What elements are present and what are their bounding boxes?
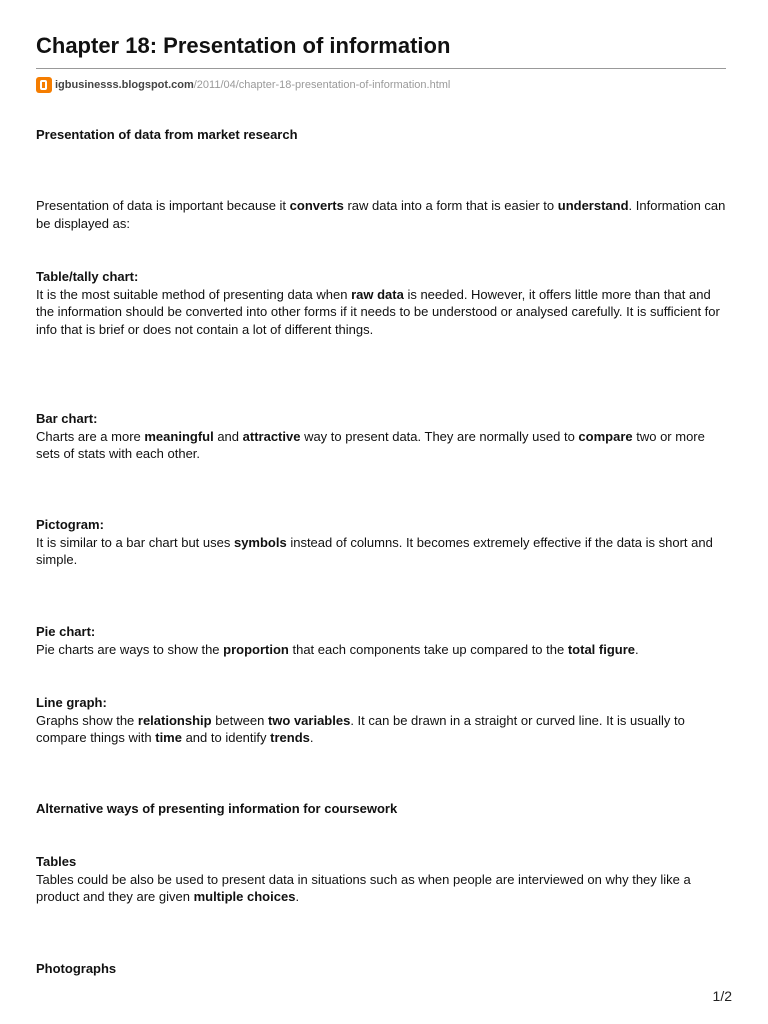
- table-tally-text: It is the most suitable method of presenting data when raw data is needed. However, it offers little more than that and the information should be converted into other forms if it needs to be understood or analysed carefully. It is sufficient for info that is brief or does not contain a lot of different things.: [36, 286, 720, 337]
- blogger-icon: [36, 77, 52, 93]
- source-path[interactable]: /2011/04/chapter-18-presentation-of-information.html: [193, 79, 451, 91]
- pictogram-section: [36, 516, 732, 569]
- tables-section: [36, 853, 732, 906]
- bar-chart-section: [36, 410, 732, 463]
- line-graph-heading: Line graph:: [36, 695, 107, 710]
- source-line[interactable]: [36, 76, 450, 94]
- page-title: Chapter 18: Presentation of information: [36, 33, 451, 58]
- line-graph-section: [36, 694, 732, 747]
- bar-chart-text: Charts are a more meaningful and attractive way to present data. They are normally used to compare two or more sets of stats with each other.: [36, 428, 705, 462]
- line-graph-text: Graphs show the relationship between two variables. It can be drawn in a straight or curved line. It is usually to compare things with time and to identify trends.: [36, 712, 685, 746]
- pie-chart-section: [36, 623, 732, 658]
- pictogram-heading: Pictogram:: [36, 517, 104, 532]
- pictogram-text: It is similar to a bar chart but uses symbols instead of columns. It becomes extremely effective if the data is short and simple.: [36, 534, 713, 568]
- title-divider: [36, 68, 726, 69]
- section-heading-alternative-ways: Alternative ways of presenting information for coursework: [36, 801, 398, 816]
- page-number: 1/2: [712, 988, 732, 1004]
- tables-heading: Tables: [36, 854, 77, 869]
- pie-chart-text: Pie charts are ways to show the proportion that each components take up compared to the total figure.: [36, 641, 639, 657]
- intro-paragraph: Presentation of data is important because it converts raw data into a form that is easier to understand. Information can be displayed as:: [36, 198, 726, 231]
- table-tally-heading: Table/tally chart:: [36, 269, 139, 284]
- bar-chart-heading: Bar chart:: [36, 411, 98, 426]
- source-domain[interactable]: igbusinesss.blogspot.com: [55, 79, 194, 91]
- table-tally-section: [36, 268, 732, 338]
- section-heading-market-research: Presentation of data from market research: [36, 127, 298, 142]
- pie-chart-heading: Pie chart:: [36, 624, 96, 639]
- tables-text: Tables could be also be used to present data in situations such as when people are interviewed on why they like a product and they are given multiple choices.: [36, 871, 691, 905]
- photographs-heading: Photographs: [36, 961, 117, 976]
